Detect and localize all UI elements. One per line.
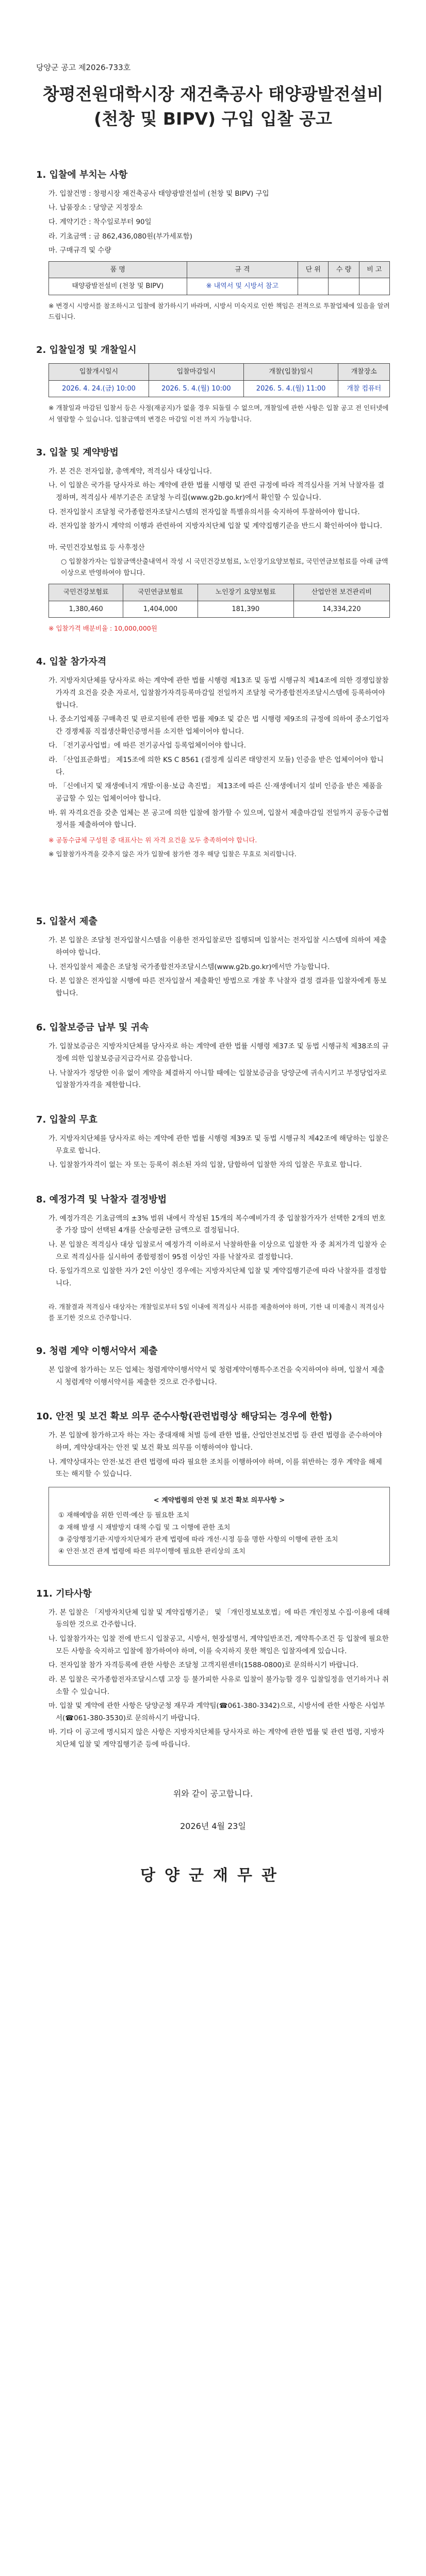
- closing-statement: 위와 같이 공고합니다.: [173, 1788, 253, 1799]
- list-item: 가. 본 입찰에 참가하고자 하는 자는 중대재해 처벌 등에 관한 법률, 산업안전보건법 등 관련 법령을 준수하여야 하며, 계약상대자는 안전 및 보건 확보 의무를 이행하여야 합니다.: [48, 1431, 382, 1452]
- list-item: 나. 낙찰자가 정당한 이유 없이 계약을 체결하지 아니할 때에는 입찰보증금을 당양군에 귀속시키고 부정당업자로 입찰참가자격을 제한합니다.: [48, 1069, 387, 1090]
- section-11: [36, 1586, 390, 1751]
- table-cell: 1,380,460: [49, 601, 123, 618]
- table-cell: [298, 278, 329, 295]
- section-7: [36, 1112, 390, 1172]
- table-row: [49, 601, 390, 618]
- section-8: [36, 1192, 390, 1323]
- table-cell: ※ 내역서 및 시방서 참고: [187, 278, 298, 295]
- table-cell: 2026. 4. 24.(금) 10:00: [49, 380, 149, 397]
- section-4: [36, 654, 390, 859]
- section-6: [36, 1020, 390, 1092]
- list-item: 라. 기초금액 : 금 862,436,080원(부가세포함): [48, 232, 192, 241]
- table-row: [49, 278, 390, 295]
- notice-number: 당양군 공고 제2026-733호: [36, 63, 131, 72]
- section-title: 1. 입찰에 부치는 사항: [36, 169, 128, 180]
- section-10: [36, 1409, 390, 1565]
- table-row: [49, 380, 390, 397]
- title-line-1: 창평전원대학시장 재건축공사 태양광발전설비: [42, 84, 384, 104]
- section-title: 8. 예정가격 및 낙찰자 결정방법: [36, 1194, 167, 1205]
- list-item: 가. 지방자치단체를 당사자로 하는 계약에 관한 법률 시행령 제39조 및 동법 시행규칙 제42조에 해당하는 입찰은 무효로 합니다.: [48, 1134, 389, 1155]
- table-cell: 14,334,220: [293, 601, 389, 618]
- table-header: 품 명: [49, 261, 187, 278]
- table-cell: 2026. 5. 4.(월) 11:00: [243, 380, 338, 397]
- list-item: 다. 계약기간 : 착수일로부터 90일: [48, 217, 152, 226]
- list-item: 바. 기타 이 공고에 명시되지 않은 사항은 지방자치단체를 당사자로 하는 계약에 관한 법률 및 관련 법령, 지방자치단체 입찰 및 계약집행기준 등에 따릅니다.: [48, 1728, 385, 1749]
- list-item: 다. 본 입찰은 전자입찰 시행에 따른 전자입찰서 제출확인 방법으로 개찰 후 낙찰자 결정 결과를 입찰자에게 통보합니다.: [48, 977, 387, 997]
- table-header: 개찰장소: [338, 364, 390, 381]
- spec-table: [48, 261, 390, 295]
- table-header: 입찰개시일시: [49, 364, 149, 381]
- table-header: 입찰마감일시: [149, 364, 244, 381]
- notice-title: [36, 82, 390, 131]
- list-item: 나. 이 입찰은 국가를 당사자로 하는 계약에 관한 법률 시행령 및 관련 규정에 따라 적격심사를 거쳐 낙찰자를 결정하며, 적격심사 세부기준은 조달청 누리집(www.g2b.go.kr)에서 확인할 수 있습니다.: [48, 481, 385, 502]
- list-item: 바. 위 자격요건을 갖춘 업체는 본 공고에 의한 입찰에 참가할 수 있으며, 입찰서 제출마감일 전일까지 공동수급협정서를 제출하여야 합니다.: [48, 808, 389, 829]
- table-header: 국민건강보험료: [49, 584, 123, 601]
- section-note: ※ 개찰일과 마감된 입찰서 등은 사정(재공지)가 없을 경우 되돌릴 수 없으며, 개찰일에 관한 사항은 입찰 공고 전 인터넷에서 열람할 수 있습니다. 입찰금액의 변경은 마감일 이전 까지 가능합니다.: [48, 404, 389, 423]
- list-item: 마. 입찰 및 계약에 관한 사항은 당양군청 재무과 계약팀(☎061-380-3342)으로, 시방서에 관한 사항은 사업부서(☎061-380-3530)로 문의하시기 바랍니다.: [48, 1702, 385, 1722]
- section-5: [36, 914, 390, 999]
- table-header-row: [49, 364, 390, 381]
- list-item: 나. 전자입찰서 제출은 조달청 국가종합전자조달시스템(www.g2b.go.kr)에서만 가능합니다.: [48, 962, 330, 971]
- notice-date: 2026년 4월 23일: [180, 1821, 246, 1831]
- table-cell: 태양광발전설비 (천창 및 BIPV): [49, 278, 187, 295]
- schedule-table: [48, 363, 390, 397]
- list-item: 라. 본 입찰은 국가종합전자조달시스템 고장 등 불가피한 사유로 입찰이 불가능할 경우 입찰일정을 연기하거나 취소할 수 있습니다.: [48, 1675, 389, 1696]
- table-header: 수 량: [329, 261, 359, 278]
- list-item: 가. 예정가격은 기초금액의 ±3% 범위 내에서 작성된 15개의 복수예비가격 중 입찰참가자가 선택한 2개의 번호 중 가장 많이 선택된 4개를 산술평균한 금액으로 결정됩니다.: [48, 1214, 386, 1235]
- section-title: 9. 청렴 계약 이행서약서 제출: [36, 1346, 158, 1357]
- section-3: [36, 445, 390, 634]
- list-item: 마. 구매규격 및 수량: [48, 246, 111, 255]
- list-item: 가. 본 입찰은 조달청 전자입찰시스템을 이용한 전자입찰로만 집행되며 입찰서는 전자입찰 시스템에 의하여 제출하여야 합니다.: [48, 936, 387, 957]
- table-cell: [329, 278, 359, 295]
- table-cell: 1,404,000: [123, 601, 198, 618]
- list-item: 본 입찰에 참가하는 모든 업체는 청렴계약이행서약서 및 청렴계약이행특수조건을 숙지하여야 하며, 입찰서 제출 시 청렴계약 이행서약서를 제출한 것으로 간주합니다.: [48, 1366, 385, 1386]
- section-title: 10. 안전 및 보건 확보 의무 준수사항(관련법령상 해당되는 경우에 한함): [36, 1411, 333, 1422]
- box-item: ③ 중앙행정기관·지방자치단체가 관계 법령에 따라 개선·시정 등을 명한 사항의 이행에 관한 조치: [58, 1535, 338, 1544]
- list-item: 나. 본 입찰은 적격심사 대상 입찰로서 예정가격 이하로서 낙찰하한율 이상으로 입찰한 자 중 최저가격 입찰자 순으로 적격심사를 실시하여 종합평점이 95점 이상인 자를 낙찰자로 결정합니다.: [48, 1241, 387, 1261]
- list-item: 나. 입찰참가자는 입찰 전에 반드시 입찰공고, 시방서, 현장설명서, 계약일반조건, 계약특수조건 등 입찰에 필요한 모든 사항을 숙지하고 입찰에 참가하여야 하며, 이를 숙지하지 못한 책임은 입찰자에게 있습니다.: [48, 1635, 389, 1655]
- list-item: 라. 「산업표준화법」 제15조에 의한 KS C 8561 (결정계 실리콘 태양전지 모듈) 인증을 받은 업체이어야 합니다.: [48, 756, 384, 776]
- section-note: ※ 입찰가격 배분비율 : 10,000,000원: [48, 624, 157, 633]
- list-item: 가. 입찰보증금은 지방자치단체를 당사자로 하는 계약에 관한 법률 시행령 제37조 및 동법 시행규칙 제38조의 규정에 의한 입찰보증금지급각서로 갈음합니다.: [48, 1042, 389, 1063]
- list-item: 가. 지방자치단체를 당사자로 하는 계약에 관한 법률 시행령 제13조 및 동법 시행규칙 제14조에 의한 경쟁입찰참가자격 요건을 갖춘 자로서, 입찰참가자격등록마감일 전일까지 조달청 국가종합전자조달시스템에 등록하여야 합니다.: [48, 676, 389, 709]
- page-break: [36, 862, 390, 893]
- table-header-row: [49, 584, 390, 601]
- table-header: 개찰(입찰)일시: [243, 364, 338, 381]
- issuing-organization: 당양군재무관: [140, 1866, 286, 1885]
- table-header: 노인장기 요양보험료: [198, 584, 293, 601]
- list-item: 가. 본 건은 전자입찰, 총액계약, 적격심사 대상입니다.: [48, 467, 212, 476]
- box-item: ① 재해예방을 위한 인력·예산 등 필요한 조치: [58, 1512, 190, 1520]
- section-9: [36, 1344, 390, 1388]
- sub-item: ○ 입찰참가자는 입찰금액산출내역서 작성 시 국민건강보험료, 노인장기요양보험료, 국민연금보험료를 아래 금액 이상으로 반영하여야 합니다.: [61, 557, 388, 578]
- table-header: 비 고: [359, 261, 389, 278]
- section-note: ※ 변경시 시방서를 참조하시고 입찰에 참가하시기 바라며, 시방서 미숙지로 인한 책임은 전적으로 투찰업체에 있음을 알려드립니다.: [48, 301, 390, 321]
- section-title: 4. 입찰 참가자격: [36, 656, 107, 668]
- table-cell: 181,390: [198, 601, 293, 618]
- section-title: 6. 입찰보증금 납부 및 귀속: [36, 1022, 149, 1033]
- table-header: 산업안전 보건관리비: [293, 584, 389, 601]
- section-title: 11. 기타사항: [36, 1588, 92, 1599]
- list-item: 다. 동일가격으로 입찰한 자가 2인 이상인 경우에는 지방자치단체 입찰 및 계약집행기준에 따라 낙찰자를 결정합니다.: [48, 1267, 387, 1287]
- section-1: [36, 167, 390, 323]
- list-item: 나. 입찰참가자격이 없는 자 또는 등록이 취소된 자의 입찰, 담합하여 입찰한 자의 입찰은 무효로 합니다.: [48, 1161, 362, 1170]
- insurance-table: [48, 584, 390, 618]
- section-title: 5. 입찰서 제출: [36, 916, 97, 927]
- list-item: 마. 「신에너지 및 재생에너지 개발·이용·보급 촉진법」 제13조에 따른 신·재생에너지 설비 인증을 받은 제품을 공급할 수 있는 업체이어야 합니다.: [48, 782, 383, 803]
- list-item: 다. 「전기공사업법」에 따른 전기공사업 등록업체이어야 합니다.: [48, 741, 247, 750]
- box-item: ② 재해 발생 시 재발방지 대책 수립 및 그 이행에 관한 조치: [58, 1523, 231, 1532]
- section-note: 라. 개찰결과 적격심사 대상자는 개찰일로부터 5일 이내에 적격심사 서류를 제출하여야 하며, 기한 내 미제출시 적격심사를 포기한 것으로 간주합니다.: [48, 1302, 385, 1321]
- table-cell: 개찰 컴퓨터: [338, 380, 390, 397]
- schedule-table-wrap: [48, 363, 390, 397]
- insurance-table-wrap: [48, 584, 390, 618]
- table-header-row: [49, 261, 390, 278]
- section-title: 2. 입찰일정 및 개찰일시: [36, 345, 137, 356]
- list-item: 가. 입찰건명 : 창평시장 재건축공사 태양광발전설비 (천창 및 BIPV) 구입: [48, 189, 269, 198]
- table-header: 규 격: [187, 261, 298, 278]
- safety-obligations-box: [48, 1487, 390, 1566]
- table-cell: 2026. 5. 4.(월) 10:00: [149, 380, 244, 397]
- section-title: 3. 입찰 및 계약방법: [36, 447, 119, 458]
- box-item: ④ 안전·보건 관계 법령에 따른 의무이행에 필요한 관리상의 조치: [58, 1548, 245, 1556]
- list-item: 나. 계약상대자는 안전·보건 관련 법령에 따라 필요한 조치를 이행하여야 하며, 이를 위반하는 경우 계약을 해제 또는 해지할 수 있습니다.: [48, 1458, 382, 1479]
- list-item: 나. 납품장소 : 당양군 지정장소: [48, 204, 143, 212]
- list-item: 다. 전자입찰시 조달청 국가종합전자조달시스템의 전자입찰 특별유의서를 숙지하여 투찰하여야 합니다.: [48, 507, 360, 516]
- section-note: ※ 공동수급체 구성원 중 대표사는 위 자격 요건을 모두 충족하여야 합니다.: [48, 836, 257, 844]
- list-item: 나. 중소기업제품 구매촉진 및 판로지원에 관한 법률 제9조 및 같은 법 시행령 제9조의 규정에 의하여 중소기업자간 경쟁제품 직접생산확인증명서를 소지한 업체이어야 합니다.: [48, 715, 389, 736]
- spec-table-wrap: [48, 261, 390, 295]
- title-line-2: (천창 및 BIPV) 구입 입찰 공고: [94, 108, 332, 129]
- table-header: 단 위: [298, 261, 329, 278]
- table-header: 국민연금보험료: [123, 584, 198, 601]
- section-title: 7. 입찰의 무효: [36, 1114, 97, 1125]
- box-title: < 계약법령의 안전 및 보건 확보 의무사항 >: [153, 1496, 285, 1504]
- list-item: 라. 전자입찰 참가시 계약의 이행과 관련하여 지방자치단체 입찰 및 계약집행기준을 반드시 확인하여야 합니다.: [48, 522, 382, 531]
- list-item: 다. 전자입찰 참가 자격등록에 관한 사항은 조달청 고객지원센터(1588-0800)로 문의하시기 바랍니다.: [48, 1661, 358, 1670]
- list-item: 마. 국민건강보험료 등 사후정산: [48, 543, 145, 552]
- table-cell: [359, 278, 389, 295]
- section-note: ※ 입찰참가자격을 갖추지 않은 자가 입찰에 참가한 경우 해당 입찰은 무효로 처리합니다.: [48, 850, 297, 858]
- list-item: 가. 본 입찰은 「지방자치단체 입찰 및 계약집행기준」 및 「개인정보보호법」에 따른 개인정보 수집·이용에 대해 동의한 것으로 간주합니다.: [48, 1608, 390, 1629]
- section-2: [36, 343, 390, 425]
